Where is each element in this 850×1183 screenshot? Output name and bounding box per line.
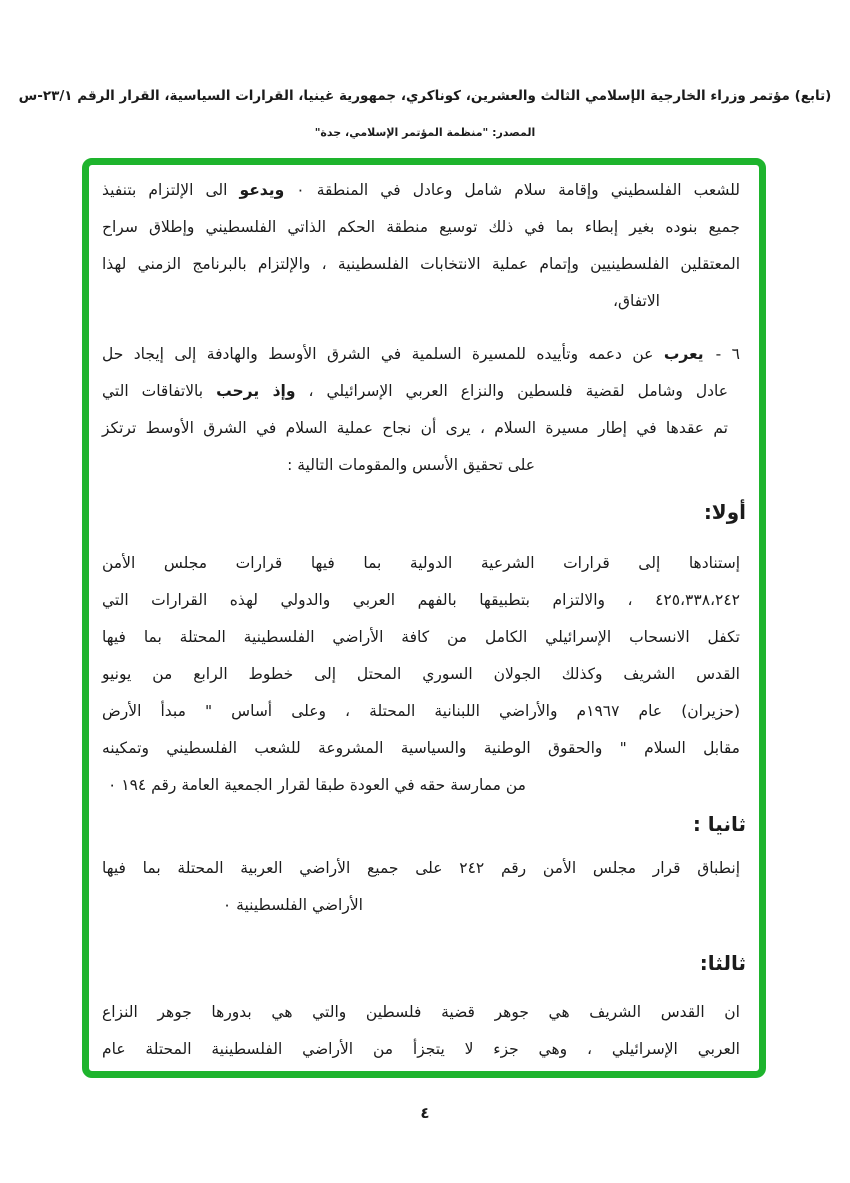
page-number: ٤	[420, 1104, 430, 1122]
item6-line2-post: بالاتفاقات التي	[102, 382, 217, 400]
intro-paragraph-line: الاتفاق،	[612, 292, 660, 310]
item6-line: على تحقيق الأسس والمقومات التالية :	[287, 456, 535, 474]
item6-line2-pre: عادل وشامل لقضية فلسطين والنزاع العربي الإسرائيلي ،	[295, 382, 728, 400]
content-border-box	[82, 158, 766, 1078]
item6-line2-bold: وإذ يرحب	[216, 382, 296, 400]
section-first-line: مقابل السلام " والحقوق الوطنية والسياسية المشروعة للشعب الفلسطيني وتمكينه	[102, 739, 740, 757]
item6-line1-bold: يعرب	[663, 345, 704, 363]
section-third-line: ان القدس الشريف هي جوهر قضية فلسطين والتي هي بدورها جوهر النزاع	[102, 1003, 740, 1021]
item6-line	[102, 342, 740, 366]
header-line-1: (تابع) مؤتمر وزراء الخارجية الإسلامي الثالث والعشرين، كوناكري، جمهورية غينيا، القرارات السياسية، القرار الرقم ٢٣/١-س	[18, 88, 832, 104]
item6-line1-post: عن دعمه وتأييده للمسيرة السلمية في الشرق الأوسط والهادفة إلى إيجاد حل	[102, 345, 664, 363]
intro-paragraph-line: جميع بنوده بغير إبطاء بما في ذلك توسيع منطقة الحكم الذاتي الفلسطيني وإطلاق سراح	[102, 218, 740, 236]
intro-line1-post: الى الإلتزام بتنفيذ	[102, 181, 240, 199]
intro-line1-bold: ويدعو	[239, 181, 285, 199]
intro-paragraph-line: المعتقلين الفلسطينيين وإتمام عملية الانتخابات الفلسطينية ، والإلتزام بالبرنامج الزمني لهذا	[102, 255, 740, 273]
section-heading-second: ثانيا :	[692, 812, 746, 836]
item6-line	[102, 379, 728, 403]
intro-line1-pre: للشعب الفلسطيني وإقامة سلام شامل وعادل في المنطقة ٠	[284, 181, 740, 199]
header-line-2: المصدر: "منظمة المؤتمر الإسلامي، جدة"	[314, 126, 536, 139]
section-first-line: تكفل الانسحاب الإسرائيلي الكامل من كافة الأراضي الفلسطينية المحتلة بما فيها	[102, 628, 740, 646]
section-third-line: العربي الإسرائيلي ، وهي جزء لا يتجزأ من الأراضي الفلسطينية المحتلة عام	[102, 1040, 740, 1058]
section-first-line: (حزيران) عام ١٩٦٧م والأراضي اللبنانية المحتلة ، وعلى أساس " مبدأ الأرض	[102, 702, 740, 720]
section-first-line: ٤٢٥،٣٣٨،٢٤٢ ، والالتزام بتطبيقها بالفهم العربي والدولي لهذه القرارات التي	[102, 591, 740, 609]
section-first-line: إستنادها إلى قرارات الشرعية الدولية بما فيها قرارات مجلس الأمن	[102, 554, 740, 572]
intro-paragraph-line	[102, 178, 740, 202]
section-heading-third: ثالثا:	[699, 951, 746, 975]
section-first-line: من ممارسة حقه في العودة طبقا لقرار الجمعية العامة رقم ١٩٤ ٠	[108, 776, 526, 794]
section-heading-first: أولا:	[703, 500, 746, 524]
item6-line: تم عقدها في إطار مسيرة السلام ، يرى أن نجاح عملية السلام في الشرق الأوسط ترتكز	[102, 419, 728, 437]
section-second-line: الأراضي الفلسطينية ٠	[222, 896, 363, 914]
section-second-line: إنطباق قرار مجلس الأمن رقم ٢٤٢ على جميع الأراضي العربية المحتلة بما فيها	[102, 859, 741, 877]
section-first-line: القدس الشريف وكذلك الجولان السوري المحتل إلى خطوط الرابع من يونيو	[102, 665, 740, 683]
item6-number: ٦ -	[715, 345, 740, 363]
